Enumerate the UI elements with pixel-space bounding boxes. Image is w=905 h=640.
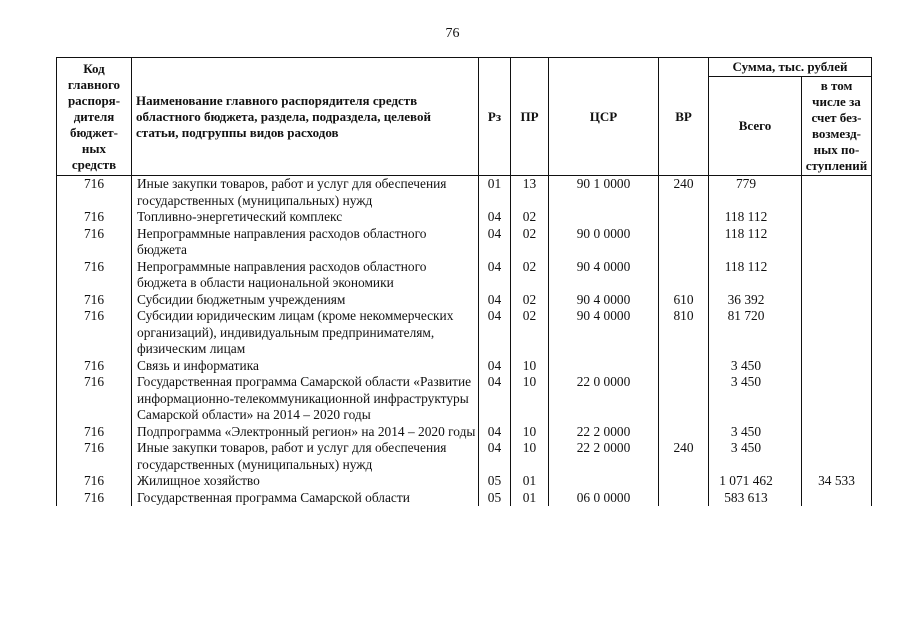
budget-table: [56, 57, 872, 506]
cell-code: 716: [57, 358, 132, 375]
cell-name: Государственная программа Самарской области «Развитие информационно-телекоммуникационной инфраструктуры Самарской области» на 2014 – 2020 годы: [132, 374, 479, 424]
table-row: [57, 424, 872, 441]
cell-vr: 610: [659, 292, 709, 309]
cell-rz: 04: [479, 259, 511, 292]
cell-code: 716: [57, 473, 132, 490]
header-pr: ПР: [511, 58, 549, 176]
cell-pr: 10: [511, 374, 549, 424]
cell-name: Жилищное хозяйство: [132, 473, 479, 490]
header-incl: в том числе за счет без-возмезд-ных по-ступлений: [802, 77, 872, 176]
cell-incl: [802, 374, 872, 424]
cell-name: Связь и информатика: [132, 358, 479, 375]
cell-csr: [549, 358, 659, 375]
cell-csr: 22 0 0000: [549, 374, 659, 424]
cell-pr: 02: [511, 259, 549, 292]
cell-code: 716: [57, 490, 132, 507]
cell-vr: [659, 209, 709, 226]
cell-csr: [549, 209, 659, 226]
header-name: Наименование главного распорядителя средств областного бюджета, раздела, подраздела, целевой статьи, подгруппы видов расходов: [132, 58, 479, 176]
header-rz: Рз: [479, 58, 511, 176]
cell-pr: 10: [511, 440, 549, 473]
cell-csr: 90 4 0000: [549, 308, 659, 358]
cell-rz: 04: [479, 374, 511, 424]
cell-incl: [802, 424, 872, 441]
header-total: Всего: [709, 77, 802, 176]
cell-vr: [659, 490, 709, 507]
cell-rz: 04: [479, 226, 511, 259]
header-vr: ВР: [659, 58, 709, 176]
cell-total: 36 392: [709, 292, 802, 309]
cell-rz: 04: [479, 209, 511, 226]
table-row: [57, 473, 872, 490]
cell-total: 3 450: [709, 424, 802, 441]
cell-csr: 22 2 0000: [549, 440, 659, 473]
cell-code: 716: [57, 424, 132, 441]
cell-csr: [549, 473, 659, 490]
cell-incl: [802, 308, 872, 358]
cell-rz: 05: [479, 473, 511, 490]
header-csr: ЦСР: [549, 58, 659, 176]
table-header: [57, 58, 872, 176]
cell-csr: 90 4 0000: [549, 292, 659, 309]
cell-total: 583 613: [709, 490, 802, 507]
cell-vr: 810: [659, 308, 709, 358]
table-row: [57, 308, 872, 358]
cell-incl: [802, 440, 872, 473]
cell-rz: 04: [479, 358, 511, 375]
cell-vr: 240: [659, 440, 709, 473]
cell-rz: 01: [479, 176, 511, 210]
cell-pr: 02: [511, 209, 549, 226]
cell-incl: [802, 176, 872, 210]
cell-total: 118 112: [709, 209, 802, 226]
header-sum-group: Сумма, тыс. рублей: [709, 58, 872, 77]
cell-pr: 10: [511, 424, 549, 441]
cell-incl: [802, 209, 872, 226]
cell-rz: 04: [479, 292, 511, 309]
cell-vr: [659, 473, 709, 490]
cell-code: 716: [57, 226, 132, 259]
cell-name: Непрограммные направления расходов областного бюджета: [132, 226, 479, 259]
cell-name: Непрограммные направления расходов областного бюджета в области национальной экономики: [132, 259, 479, 292]
cell-pr: 10: [511, 358, 549, 375]
cell-name: Топливно-энергетический комплекс: [132, 209, 479, 226]
cell-csr: 90 1 0000: [549, 176, 659, 210]
cell-rz: 04: [479, 308, 511, 358]
cell-code: 716: [57, 308, 132, 358]
cell-name: Государственная программа Самарской области: [132, 490, 479, 507]
cell-name: Иные закупки товаров, работ и услуг для обеспечения государственных (муниципальных) нужд: [132, 176, 479, 210]
cell-name: Субсидии юридическим лицам (кроме некоммерческих организаций), индивидуальным предпринимателям, физическим лицам: [132, 308, 479, 358]
cell-name: Субсидии бюджетным учреждениям: [132, 292, 479, 309]
cell-incl: 34 533: [802, 473, 872, 490]
cell-pr: 02: [511, 292, 549, 309]
cell-vr: [659, 358, 709, 375]
cell-csr: 90 4 0000: [549, 259, 659, 292]
cell-total: 3 450: [709, 374, 802, 424]
cell-total: 3 450: [709, 440, 802, 473]
cell-code: 716: [57, 374, 132, 424]
table-row: [57, 292, 872, 309]
cell-csr: 06 0 0000: [549, 490, 659, 507]
cell-total: 118 112: [709, 226, 802, 259]
cell-csr: 90 0 0000: [549, 226, 659, 259]
cell-name: Подпрограмма «Электронный регион» на 2014 – 2020 годы: [132, 424, 479, 441]
cell-total: 1 071 462: [709, 473, 802, 490]
cell-pr: 02: [511, 226, 549, 259]
cell-incl: [802, 259, 872, 292]
cell-incl: [802, 358, 872, 375]
cell-code: 716: [57, 440, 132, 473]
cell-vr: [659, 259, 709, 292]
header-code: Код главного распоря-дителя бюджет-ных средств: [57, 58, 132, 176]
table-row: [57, 490, 872, 507]
cell-rz: 04: [479, 440, 511, 473]
table-row: [57, 226, 872, 259]
table-body: [57, 176, 872, 507]
cell-rz: 05: [479, 490, 511, 507]
cell-total: 779: [709, 176, 802, 210]
cell-pr: 01: [511, 490, 549, 507]
cell-total: 3 450: [709, 358, 802, 375]
table-row: [57, 374, 872, 424]
cell-code: 716: [57, 259, 132, 292]
cell-pr: 02: [511, 308, 549, 358]
cell-total: 81 720: [709, 308, 802, 358]
table-row: [57, 440, 872, 473]
cell-incl: [802, 226, 872, 259]
cell-pr: 13: [511, 176, 549, 210]
table-row: [57, 209, 872, 226]
cell-code: 716: [57, 209, 132, 226]
cell-name: Иные закупки товаров, работ и услуг для обеспечения государственных (муниципальных) нужд: [132, 440, 479, 473]
cell-total: 118 112: [709, 259, 802, 292]
page-number: 76: [445, 26, 460, 41]
cell-vr: [659, 374, 709, 424]
cell-vr: 240: [659, 176, 709, 210]
cell-incl: [802, 490, 872, 507]
cell-code: 716: [57, 176, 132, 210]
cell-vr: [659, 424, 709, 441]
table-row: [57, 259, 872, 292]
cell-incl: [802, 292, 872, 309]
table-row: [57, 176, 872, 210]
table-row: [57, 358, 872, 375]
cell-csr: 22 2 0000: [549, 424, 659, 441]
cell-rz: 04: [479, 424, 511, 441]
cell-pr: 01: [511, 473, 549, 490]
cell-code: 716: [57, 292, 132, 309]
cell-vr: [659, 226, 709, 259]
